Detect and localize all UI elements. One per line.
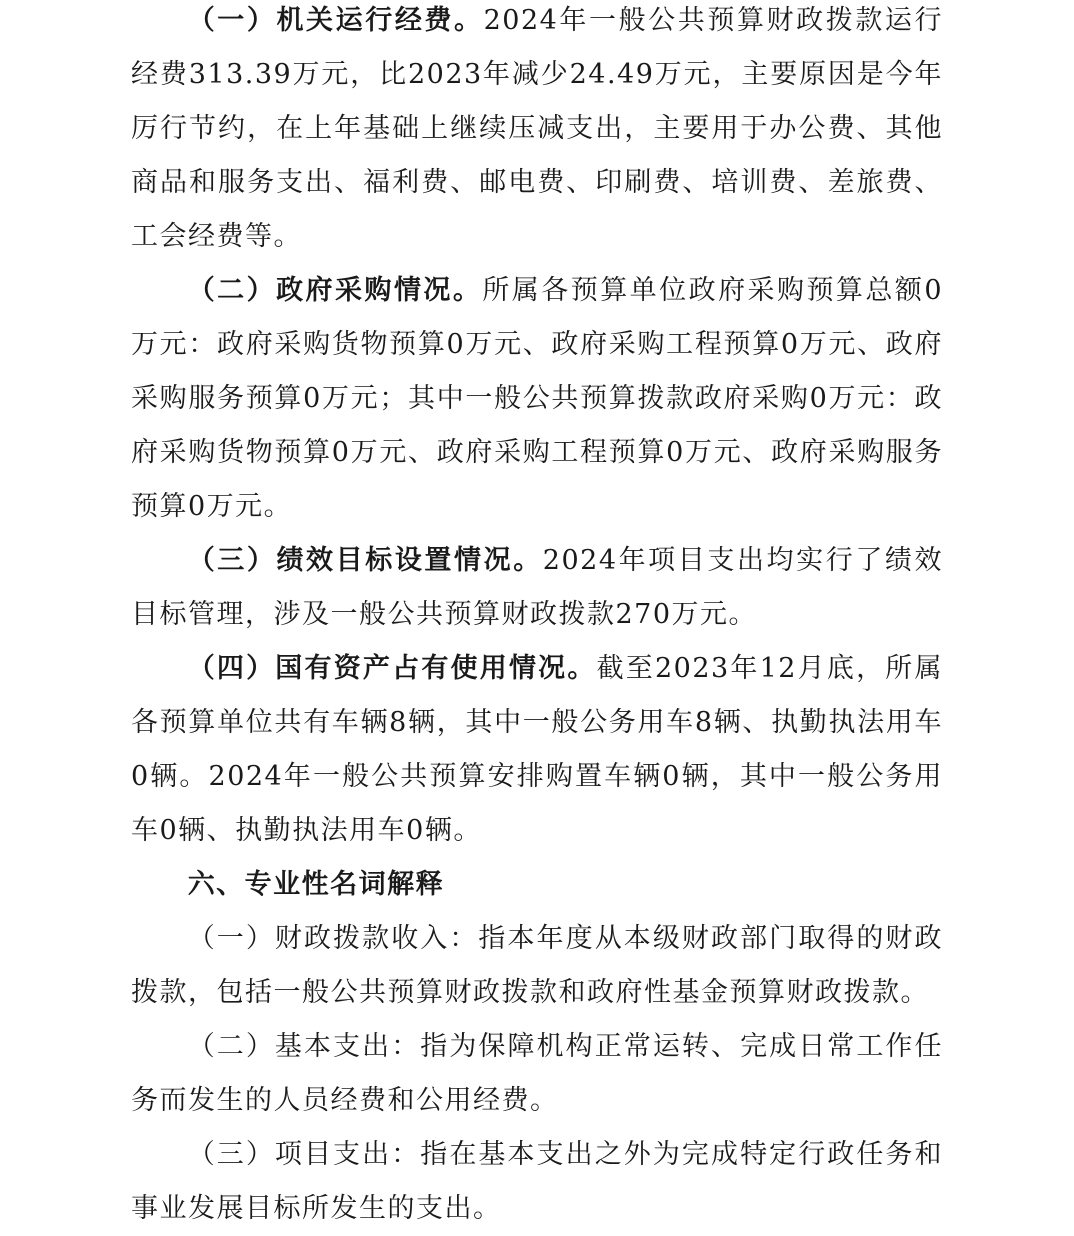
document-page xyxy=(131,0,943,1236)
paragraph-operating-expenses xyxy=(131,0,943,264)
paragraph-term-project-expenditure: （三）项目支出：指在基本支出之外为完成特定行政任务和事业发展目标所发生的支出。 xyxy=(131,1139,943,1224)
paragraph-term-basic-expenditure: （二）基本支出：指为保障机构正常运转、完成日常工作任务而发生的人员经费和公用经费。 xyxy=(131,1031,943,1116)
paragraph-term-fiscal-revenue: （一）财政拨款收入：指本年度从本级财政部门取得的财政拨款，包括一般公共预算财政拨款和政府性基金预算财政拨款。 xyxy=(131,923,943,1008)
paragraph-text: 2024年项目支出均实行了绩效目标管理，涉及一般公共预算财政拨款270万元。 xyxy=(131,545,943,630)
paragraph-government-procurement xyxy=(131,264,943,534)
paragraph-lead: （一）机关运行经费。 xyxy=(187,5,484,36)
paragraph-performance-targets xyxy=(131,534,943,642)
paragraph-lead: （三）绩效目标设置情况。 xyxy=(187,545,543,576)
paragraph-text: 2024年一般公共预算财政拨款运行经费313.39万元，比2023年减少24.49万元，主要原因是今年厉行节约，在上年基础上继续压减支出，主要用于办公费、其他商品和服务支出、福利费、邮电费、印刷费、培训费、差旅费、工会经费等。 xyxy=(131,5,944,252)
paragraph-text: 截至2023年12月底，所属各预算单位共有车辆8辆，其中一般公务用车8辆、执勤执法用车0辆。2024年一般公共预算安排购置车辆0辆，其中一般公务用车0辆、执勤执法用车0辆。 xyxy=(131,653,943,846)
paragraph-lead: （四）国有资产占有使用情况。 xyxy=(187,653,597,684)
paragraph-state-assets xyxy=(131,642,943,858)
section-heading: 六、专业性名词解释 xyxy=(187,869,445,900)
paragraph-text: 所属各预算单位政府采购预算总额0万元：政府采购货物预算0万元、政府采购工程预算0万元、政府采购服务预算0万元；其中一般公共预算拨款政府采购0万元：政府采购货物预算0万元、政府采购工程预算0万元、政府采购服务预算0万元。 xyxy=(131,275,943,522)
paragraph-lead: （二）政府采购情况。 xyxy=(187,275,483,306)
